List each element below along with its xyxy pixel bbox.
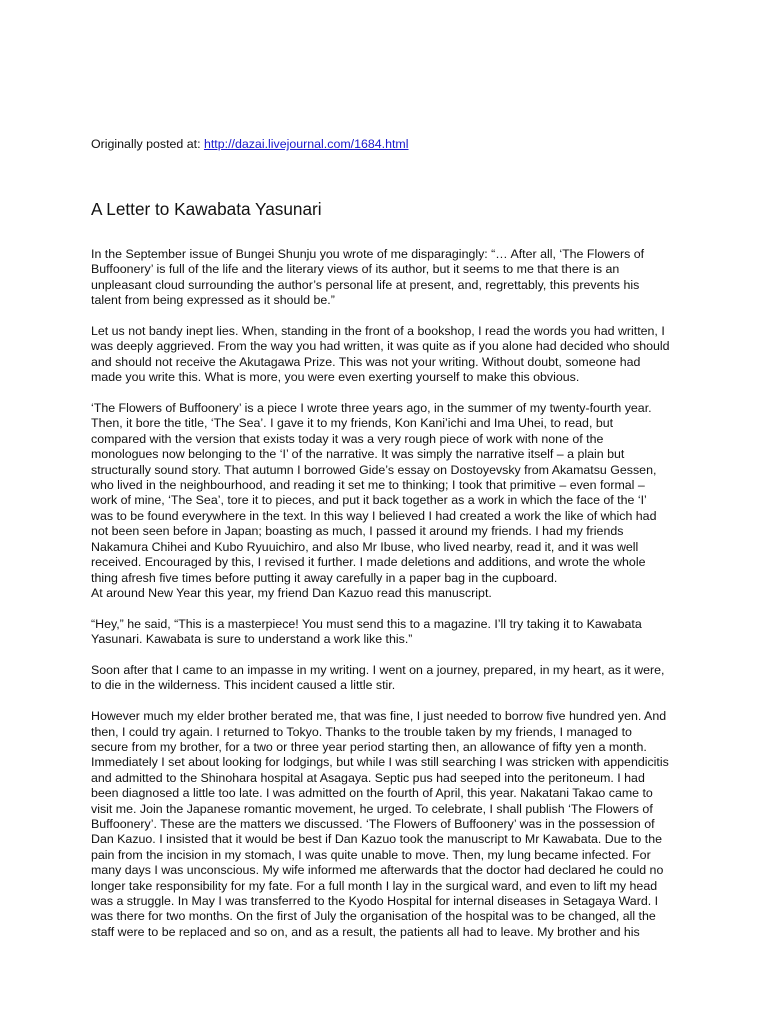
text-line: ‘The Flowers of Buffoonery’ is a piece I wrote three years ago, in the summer of my twenty-fourth year. xyxy=(91,401,652,416)
paragraph xyxy=(91,663,711,694)
text-line: thing afresh five times before putting it away carefully in a paper bag in the cupboard. xyxy=(91,570,558,585)
paragraph xyxy=(91,617,711,648)
text-line: not been seen before in Japan; boasting as much, I passed it around my friends. I had my friends xyxy=(91,524,624,539)
paragraph xyxy=(91,247,711,309)
paragraph xyxy=(91,709,711,940)
text-line: and admitted to the Shinohara hospital at Asagaya. Septic pus had seeped into the peritoneum. I had xyxy=(91,770,645,785)
text-line: Buffoonery’ is full of the life and the literary views of its author, but it seems to me that there is an xyxy=(91,262,620,277)
text-line: was deeply aggrieved. From the way you had written, it was quite as if you alone had decided who should xyxy=(91,339,670,354)
paragraph xyxy=(91,401,711,601)
text-line: Yasunari. Kawabata is sure to understand a work like this.” xyxy=(91,632,413,647)
source-link[interactable]: http://dazai.livejournal.com/1684.html xyxy=(203,137,409,151)
text-line: Then, it bore the title, ‘The Sea’. I gave it to my friends, Kon Kani’ichi and Ima Uhei, to read, but xyxy=(91,416,614,431)
text-line: received. Encouraged by this, I revised it further. I made deletions and additions, and wrote the whole xyxy=(91,555,646,570)
text-line: pain from the incision in my stomach, I was quite unable to move. Then, my lung became infected. For xyxy=(91,847,651,862)
text-line: and should not receive the Akutagawa Prize. This was not your writing. Without doubt, someone had xyxy=(91,354,641,369)
text-line: visit me. Join the Japanese romantic movement, he urged. To celebrate, I shall publish ‘The Flowers of xyxy=(91,801,653,816)
text-line: many days I was unconscious. My wife informed me afterwards that the doctor had declared he could no xyxy=(91,863,664,878)
text-line: work of mine, ‘The Sea’, tore it to pieces, and put it back together as a work in which the face of the ‘I’ xyxy=(91,493,647,508)
text-line: “Hey,” he said, “This is a masterpiece! You must send this to a magazine. I’ll try taking it to Kawabata xyxy=(91,616,642,631)
text-line: Dan Kazuo. I insisted that it would be best if Dan Kazuo took the manuscript to Mr Kawabata. Due to the xyxy=(91,832,662,847)
text-line: However much my elder brother berated me, that was fine, I just needed to borrow five hundred yen. And xyxy=(91,709,667,724)
text-line: to die in the wilderness. This incident caused a little stir. xyxy=(91,678,396,693)
text-line: Let us not bandy inept lies. When, standing in the front of a bookshop, I read the words you had written, I xyxy=(91,324,665,339)
paragraph xyxy=(91,324,711,386)
text-line: monologues now belonging to the ‘I’ of the narrative. It was simply the narrative itself – a plain but xyxy=(91,447,625,462)
text-line: Nakamura Chihei and Kubo Ryuuichiro, and also Mr Ibuse, who lived nearby, read it, and it was well xyxy=(91,539,639,554)
document-title: A Letter to Kawabata Yasunari xyxy=(91,199,322,219)
text-line: staff were to be replaced and so on, and as a result, the patients all had to leave. My brother and his xyxy=(91,924,640,939)
source-line xyxy=(91,137,409,152)
text-line: Buffoonery’. These are the matters we discussed. ‘The Flowers of Buffoonery’ was in the possession of xyxy=(91,816,655,831)
text-line: At around New Year this year, my friend Dan Kazuo read this manuscript. xyxy=(91,585,492,600)
source-prefix: Originally posted at: xyxy=(91,137,204,151)
text-line: secure from my brother, for a two or three year period starting then, an allowance of fifty yen a month. xyxy=(91,739,647,754)
text-line: unpleasant cloud surrounding the author’s personal life at present, and, regrettably, this prevents his xyxy=(91,277,640,292)
text-line: made you write this. What is more, you were even exerting yourself to make this obvious. xyxy=(91,370,580,385)
text-line: longer take responsibility for my fate. For a full month I lay in the surgical ward, and even to lift my head xyxy=(91,878,658,893)
letter-body xyxy=(91,247,711,940)
text-line: Soon after that I came to an impasse in my writing. I went on a journey, prepared, in my heart, as it were, xyxy=(91,662,665,677)
text-line: structurally sound story. That autumn I borrowed Gide’s essay on Dostoyevsky from Akamatsu Gessen, xyxy=(91,462,657,477)
text-line: compared with the version that exists today it was a very rough piece of work with none of the xyxy=(91,431,604,446)
text-line: was to be found everywhere in the text. In this way I believed I had created a work the like of which had xyxy=(91,508,657,523)
text-line: In the September issue of Bungei Shunju you wrote of me disparagingly: “… After all, ‘The Flowers of xyxy=(91,247,645,261)
text-line: Immediately I set about looking for lodgings, but while I was still searching I was stricken with appendicitis xyxy=(91,755,669,770)
text-line: been diagnosed a little too late. I was admitted on the fourth of April, this year. Nakatani Takao came to xyxy=(91,786,653,801)
text-line: who lived in the neighbourhood, and reading it set me to thinking; I took that primitive – even formal – xyxy=(91,478,645,493)
text-line: was there for two months. On the first of July the organisation of the hospital was to be changed, all the xyxy=(91,909,656,924)
text-line: then, I could try again. I returned to Tokyo. Thanks to the trouble taken by my friends, I managed to xyxy=(91,724,632,739)
text-line: talent from being expressed as it should be.” xyxy=(91,293,335,308)
text-line: was a struggle. In May I was transferred to the Kyodo Hospital for internal diseases in Setagaya Ward. I xyxy=(91,893,659,908)
